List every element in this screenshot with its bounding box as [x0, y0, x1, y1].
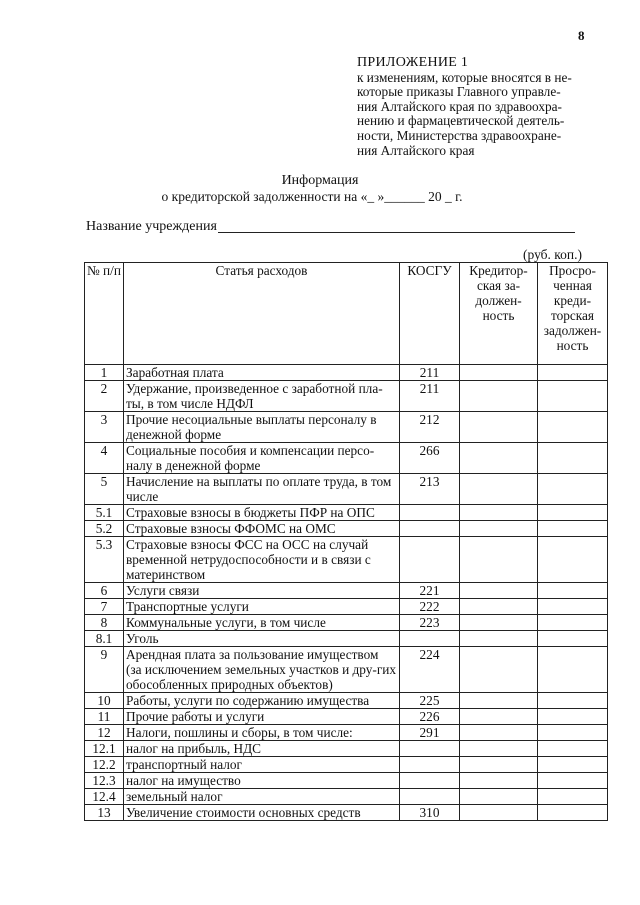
row-kosgu: 291 — [400, 725, 460, 741]
row-expense-item: Арендная плата за пользование имуществом (за исключением земельных участков и дру-гих обособленных природных объектов) — [124, 647, 400, 693]
row-expense-item: Услуги связи — [124, 583, 400, 599]
row-number: 5.3 — [85, 537, 124, 583]
row-creditor-debt-cell[interactable] — [460, 773, 538, 789]
row-kosgu — [400, 789, 460, 805]
table-row — [85, 505, 608, 521]
creditor-debt-table — [84, 262, 608, 821]
row-number: 5 — [85, 474, 124, 505]
row-kosgu: 226 — [400, 709, 460, 725]
row-expense-item: Работы, услуги по содержанию имущества — [124, 693, 400, 709]
institution-label: Название учреждения — [86, 219, 217, 234]
row-creditor-debt-cell[interactable] — [460, 521, 538, 537]
header-creditor-debt: Кредитор-ская за-должен-ность — [460, 263, 538, 365]
row-number: 5.1 — [85, 505, 124, 521]
row-overdue-debt-cell[interactable] — [538, 537, 608, 583]
row-expense-item: налог на прибыль, НДС — [124, 741, 400, 757]
document-title: Информация — [281, 173, 359, 188]
table-row — [85, 789, 608, 805]
table-row — [85, 365, 608, 381]
row-number: 1 — [85, 365, 124, 381]
row-number: 5.2 — [85, 521, 124, 537]
row-overdue-debt-cell[interactable] — [538, 647, 608, 693]
row-creditor-debt-cell[interactable] — [460, 615, 538, 631]
row-kosgu — [400, 505, 460, 521]
table-row — [85, 693, 608, 709]
row-kosgu: 225 — [400, 693, 460, 709]
row-expense-item: земельный налог — [124, 789, 400, 805]
table-row — [85, 757, 608, 773]
appendix-line: которые приказы Главного управле- — [357, 84, 561, 100]
table-header-row — [85, 263, 608, 365]
row-number: 12.1 — [85, 741, 124, 757]
table-row — [85, 773, 608, 789]
row-creditor-debt-cell[interactable] — [460, 537, 538, 583]
row-overdue-debt-cell[interactable] — [538, 583, 608, 599]
header-overdue-debt: Просро-ченная креди-торская задолжен-ность — [538, 263, 608, 365]
row-expense-item: Уголь — [124, 631, 400, 647]
row-expense-item: Социальные пособия и компенсации персо-налу в денежной форме — [124, 443, 400, 474]
row-creditor-debt-cell[interactable] — [460, 725, 538, 741]
row-kosgu: 224 — [400, 647, 460, 693]
row-expense-item: налог на имущество — [124, 773, 400, 789]
table-row — [85, 647, 608, 693]
header-num: № п/п — [85, 263, 124, 365]
table-row — [85, 443, 608, 474]
row-creditor-debt-cell[interactable] — [460, 805, 538, 821]
header-expense-item: Статья расходов — [124, 263, 400, 365]
appendix-line: ности, Министерства здравоохране- — [357, 127, 562, 143]
table-row — [85, 521, 608, 537]
row-kosgu — [400, 537, 460, 583]
row-creditor-debt-cell[interactable] — [460, 412, 538, 443]
row-kosgu — [400, 631, 460, 647]
row-creditor-debt-cell[interactable] — [460, 741, 538, 757]
header-kosgu: КОСГУ — [400, 263, 460, 365]
row-number: 12.3 — [85, 773, 124, 789]
row-overdue-debt-cell[interactable] — [538, 693, 608, 709]
table-row — [85, 583, 608, 599]
appendix-line: ния Алтайского края по здравоохра- — [357, 98, 562, 114]
row-overdue-debt-cell[interactable] — [538, 757, 608, 773]
row-overdue-debt-cell[interactable] — [538, 709, 608, 725]
row-overdue-debt-cell[interactable] — [538, 381, 608, 412]
row-number: 6 — [85, 583, 124, 599]
row-expense-item: Увеличение стоимости основных средств — [124, 805, 400, 821]
row-number: 11 — [85, 709, 124, 725]
row-overdue-debt-cell[interactable] — [538, 631, 608, 647]
row-expense-item: транспортный налог — [124, 757, 400, 773]
row-creditor-debt-cell[interactable] — [460, 599, 538, 615]
row-kosgu: 221 — [400, 583, 460, 599]
row-creditor-debt-cell[interactable] — [460, 474, 538, 505]
row-kosgu: 211 — [400, 381, 460, 412]
row-overdue-debt-cell[interactable] — [538, 365, 608, 381]
row-number: 4 — [85, 443, 124, 474]
units-label: (руб. коп.) — [523, 247, 582, 262]
page-number: 8 — [578, 28, 585, 43]
row-creditor-debt-cell[interactable] — [460, 631, 538, 647]
row-kosgu: 211 — [400, 365, 460, 381]
appendix-block — [357, 56, 597, 158]
appendix-line: нению и фармацевтической деятель- — [357, 113, 565, 129]
row-overdue-debt-cell[interactable] — [538, 505, 608, 521]
row-expense-item: Транспортные услуги — [124, 599, 400, 615]
row-kosgu: 212 — [400, 412, 460, 443]
row-creditor-debt-cell[interactable] — [460, 757, 538, 773]
row-number: 9 — [85, 647, 124, 693]
table-row — [85, 805, 608, 821]
row-overdue-debt-cell[interactable] — [538, 789, 608, 805]
row-kosgu: 222 — [400, 599, 460, 615]
table-row — [85, 474, 608, 505]
row-number: 10 — [85, 693, 124, 709]
row-overdue-debt-cell[interactable] — [538, 741, 608, 757]
document-subtitle: о кредиторской задолженности на «_ »______ 20 _ г. — [161, 189, 463, 204]
row-number: 3 — [85, 412, 124, 443]
row-number: 8 — [85, 615, 124, 631]
appendix-line: к изменениям, которые вносятся в не- — [357, 69, 572, 85]
row-creditor-debt-cell[interactable] — [460, 583, 538, 599]
row-overdue-debt-cell[interactable] — [538, 443, 608, 474]
row-number: 7 — [85, 599, 124, 615]
table-row — [85, 741, 608, 757]
row-number: 12.4 — [85, 789, 124, 805]
row-kosgu: 223 — [400, 615, 460, 631]
row-overdue-debt-cell[interactable] — [538, 412, 608, 443]
table-row — [85, 381, 608, 412]
row-overdue-debt-cell[interactable] — [538, 521, 608, 537]
row-kosgu — [400, 521, 460, 537]
row-creditor-debt-cell[interactable] — [460, 505, 538, 521]
row-creditor-debt-cell[interactable] — [460, 647, 538, 693]
row-expense-item: Заработная плата — [124, 365, 400, 381]
appendix-title: ПРИЛОЖЕНИЕ 1 — [357, 55, 469, 70]
row-creditor-debt-cell[interactable] — [460, 381, 538, 412]
table-row — [85, 537, 608, 583]
row-kosgu: 310 — [400, 805, 460, 821]
row-kosgu: 266 — [400, 443, 460, 474]
row-creditor-debt-cell[interactable] — [460, 443, 538, 474]
row-expense-item: Удержание, произведенное с заработной пла-ты, в том числе НДФЛ — [124, 381, 400, 412]
row-overdue-debt-cell[interactable] — [538, 599, 608, 615]
row-expense-item: Прочие работы и услуги — [124, 709, 400, 725]
row-kosgu — [400, 773, 460, 789]
row-creditor-debt-cell[interactable] — [460, 709, 538, 725]
appendix-line: ния Алтайского края — [357, 142, 475, 158]
row-kosgu — [400, 741, 460, 757]
row-overdue-debt-cell[interactable] — [538, 805, 608, 821]
table-row — [85, 725, 608, 741]
table-row — [85, 412, 608, 443]
row-expense-item: Страховые взносы ФСС на ОСС на случай временной нетрудоспособности и в связи с материнством — [124, 537, 400, 583]
table-row — [85, 599, 608, 615]
row-expense-item: Коммунальные услуги, в том числе — [124, 615, 400, 631]
row-number: 13 — [85, 805, 124, 821]
row-expense-item: Страховые взносы ФФОМС на ОМС — [124, 521, 400, 537]
row-number: 12 — [85, 725, 124, 741]
table-row — [85, 709, 608, 725]
row-number: 2 — [85, 381, 124, 412]
table-row — [85, 615, 608, 631]
institution-name-line[interactable] — [218, 232, 575, 233]
row-overdue-debt-cell[interactable] — [538, 474, 608, 505]
row-overdue-debt-cell[interactable] — [538, 725, 608, 741]
row-number: 12.2 — [85, 757, 124, 773]
row-creditor-debt-cell[interactable] — [460, 789, 538, 805]
table-row — [85, 631, 608, 647]
row-overdue-debt-cell[interactable] — [538, 615, 608, 631]
row-expense-item: Начисление на выплаты по оплате труда, в том числе — [124, 474, 400, 505]
row-expense-item: Страховые взносы в бюджеты ПФР на ОПС — [124, 505, 400, 521]
row-number: 8.1 — [85, 631, 124, 647]
row-overdue-debt-cell[interactable] — [538, 773, 608, 789]
row-expense-item: Налоги, пошлины и сборы, в том числе: — [124, 725, 400, 741]
row-creditor-debt-cell[interactable] — [460, 693, 538, 709]
row-expense-item: Прочие несоциальные выплаты персоналу в денежной форме — [124, 412, 400, 443]
row-kosgu: 213 — [400, 474, 460, 505]
row-kosgu — [400, 757, 460, 773]
row-creditor-debt-cell[interactable] — [460, 365, 538, 381]
